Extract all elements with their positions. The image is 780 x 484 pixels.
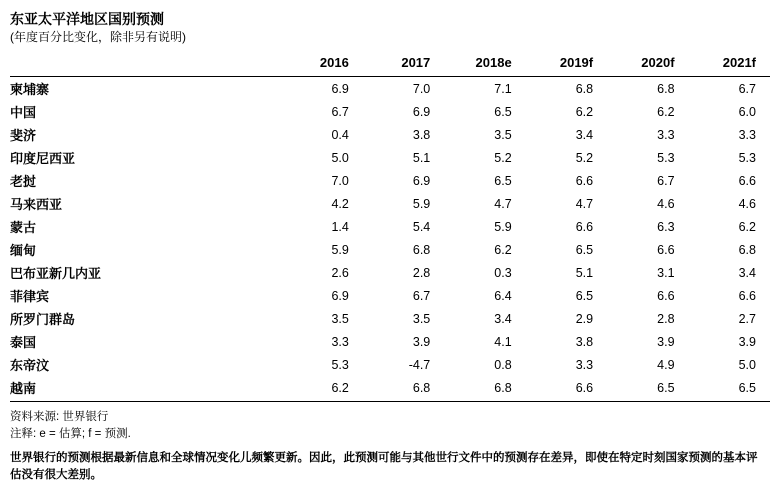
cell-2018e: 4.7 bbox=[494, 196, 512, 211]
cell-2019f: 6.5 bbox=[575, 288, 594, 303]
cell-2019f: 6.8 bbox=[575, 81, 594, 96]
cell-2018e: 6.5 bbox=[494, 173, 512, 188]
cell-2020f: 4.6 bbox=[657, 196, 675, 211]
cell-2021f: 6.5 bbox=[689, 376, 770, 402]
cell-2019f: 6.6 bbox=[575, 173, 594, 188]
cell-2018e: 6.5 bbox=[494, 104, 512, 119]
cell-2020f: 6.7 bbox=[657, 173, 675, 188]
table-row bbox=[10, 192, 770, 215]
cell-2017: 5.9 bbox=[412, 196, 431, 211]
cell-2016: 5.9 bbox=[331, 242, 349, 257]
cell-2019f: 5.1 bbox=[575, 265, 594, 280]
cell-2017: -4.7 bbox=[408, 357, 431, 372]
cell-2016: 6.9 bbox=[331, 81, 349, 96]
row-label: 蒙古 bbox=[10, 220, 37, 235]
table-row bbox=[10, 330, 770, 353]
cell-2018e: 6.2 bbox=[494, 242, 512, 257]
row-label: 缅甸 bbox=[10, 243, 37, 258]
cell-2017: 5.4 bbox=[412, 219, 431, 234]
cell-2019f: 6.2 bbox=[575, 104, 594, 119]
cell-2020f: 5.3 bbox=[657, 150, 675, 165]
row-label: 印度尼西亚 bbox=[10, 151, 76, 166]
cell-2016: 0.4 bbox=[331, 127, 349, 142]
cell-2020f: 6.8 bbox=[657, 81, 675, 96]
cell-2020f: 6.6 bbox=[657, 242, 675, 257]
cell-2021f: 6.7 bbox=[738, 81, 756, 96]
cell-2016: 6.7 bbox=[331, 104, 349, 119]
page-title: 东亚太平洋地区国别预测 bbox=[10, 11, 164, 27]
cell-2016: 6.9 bbox=[331, 288, 349, 303]
forecast-disclaimer: 世界银行的预测根据最新信息和全球情况变化儿频繁更新。因此，此预测可能与其他世行文件中的预测存在差异，即使在特定时刻国家预测的基本评估没有很大差别。 bbox=[10, 452, 758, 481]
cell-2018e: 3.5 bbox=[494, 127, 512, 142]
row-label: 柬埔寨 bbox=[10, 82, 50, 97]
row-label: 老挝 bbox=[10, 174, 37, 189]
table-header bbox=[10, 51, 770, 77]
cell-2019f: 6.6 bbox=[526, 376, 607, 402]
cell-2016: 3.5 bbox=[331, 311, 349, 326]
cell-2017: 6.8 bbox=[363, 376, 444, 402]
cell-2018e: 4.1 bbox=[494, 334, 512, 349]
cell-2016: 2.6 bbox=[331, 265, 349, 280]
table-row bbox=[10, 215, 770, 238]
definition-note: 注释: e = 估算; f = 预测. bbox=[10, 428, 131, 440]
cell-2017: 2.8 bbox=[412, 265, 431, 280]
cell-2016: 7.0 bbox=[331, 173, 349, 188]
cell-2020f: 3.1 bbox=[657, 265, 675, 280]
row-label: 斐济 bbox=[10, 128, 37, 143]
cell-2021f: 5.3 bbox=[738, 150, 756, 165]
cell-2021f: 3.3 bbox=[738, 127, 756, 142]
cell-2018e: 5.2 bbox=[494, 150, 512, 165]
column-header-2021f: 2021f bbox=[689, 51, 770, 77]
table-row bbox=[10, 77, 770, 101]
table-row bbox=[10, 146, 770, 169]
cell-2020f: 4.9 bbox=[657, 357, 675, 372]
cell-2016: 3.3 bbox=[331, 334, 349, 349]
cell-2017: 6.8 bbox=[412, 242, 431, 257]
row-label: 中国 bbox=[10, 105, 37, 120]
table-body bbox=[10, 77, 770, 402]
column-header-2019f: 2019f bbox=[526, 51, 607, 77]
column-header-2020f: 2020f bbox=[607, 51, 688, 77]
row-label: 东帝汶 bbox=[10, 358, 50, 373]
column-header-2017: 2017 bbox=[363, 51, 444, 77]
cell-2017: 6.9 bbox=[412, 104, 431, 119]
cell-2017: 6.9 bbox=[412, 173, 431, 188]
cell-2019f: 3.3 bbox=[575, 357, 594, 372]
cell-2021f: 3.9 bbox=[738, 334, 756, 349]
row-label: 所罗门群岛 bbox=[10, 312, 76, 327]
table-row bbox=[10, 123, 770, 146]
page-subtitle: (年度百分比变化，除非另有说明) bbox=[10, 30, 186, 44]
cell-2020f: 2.8 bbox=[657, 311, 675, 326]
row-label: 马来西亚 bbox=[10, 197, 63, 212]
cell-2019f: 6.5 bbox=[575, 242, 594, 257]
cell-2020f: 3.3 bbox=[657, 127, 675, 142]
cell-2019f: 3.8 bbox=[575, 334, 594, 349]
cell-2020f: 6.3 bbox=[657, 219, 675, 234]
table-header-row bbox=[10, 51, 770, 77]
table-row bbox=[10, 307, 770, 330]
cell-2018e: 3.4 bbox=[494, 311, 512, 326]
cell-2020f: 6.6 bbox=[657, 288, 675, 303]
table-row bbox=[10, 169, 770, 192]
column-header-blank bbox=[10, 51, 281, 77]
table-row bbox=[10, 238, 770, 261]
cell-2016: 4.2 bbox=[331, 196, 349, 211]
cell-2020f: 3.9 bbox=[657, 334, 675, 349]
cell-2017: 3.8 bbox=[412, 127, 431, 142]
cell-2018e: 7.1 bbox=[494, 81, 512, 96]
column-header-2018e: 2018e bbox=[444, 51, 525, 77]
forecast-table bbox=[10, 51, 770, 402]
row-label: 菲律宾 bbox=[10, 289, 50, 304]
cell-2018e: 6.4 bbox=[494, 288, 512, 303]
cell-2021f: 2.7 bbox=[738, 311, 756, 326]
cell-2019f: 2.9 bbox=[575, 311, 594, 326]
cell-2021f: 6.6 bbox=[738, 173, 756, 188]
table-row bbox=[10, 284, 770, 307]
cell-2016: 5.3 bbox=[331, 357, 349, 372]
cell-2021f: 4.6 bbox=[738, 196, 756, 211]
table-notes bbox=[10, 409, 770, 442]
cell-2017: 3.5 bbox=[412, 311, 431, 326]
table-row bbox=[10, 261, 770, 284]
row-label: 泰国 bbox=[10, 335, 37, 350]
cell-2021f: 6.8 bbox=[738, 242, 756, 257]
cell-2017: 7.0 bbox=[412, 81, 431, 96]
cell-2018e: 0.8 bbox=[494, 357, 512, 372]
cell-2021f: 6.6 bbox=[738, 288, 756, 303]
cell-2019f: 4.7 bbox=[575, 196, 594, 211]
cell-2018e: 5.9 bbox=[494, 219, 512, 234]
table-row bbox=[10, 100, 770, 123]
source-note: 资料来源: 世界银行 bbox=[10, 411, 109, 423]
cell-2021f: 5.0 bbox=[738, 357, 756, 372]
cell-2016: 5.0 bbox=[331, 150, 349, 165]
cell-2019f: 6.6 bbox=[575, 219, 594, 234]
cell-2021f: 3.4 bbox=[738, 265, 756, 280]
table-row bbox=[10, 353, 770, 376]
cell-2020f: 6.2 bbox=[657, 104, 675, 119]
cell-2019f: 3.4 bbox=[575, 127, 594, 142]
cell-2021f: 6.2 bbox=[738, 219, 756, 234]
table-row bbox=[10, 376, 770, 402]
cell-2021f: 6.0 bbox=[738, 104, 756, 119]
cell-2018e: 6.8 bbox=[444, 376, 525, 402]
cell-2017: 6.7 bbox=[412, 288, 431, 303]
row-label: 越南 bbox=[10, 376, 281, 402]
cell-2017: 5.1 bbox=[412, 150, 431, 165]
cell-2019f: 5.2 bbox=[575, 150, 594, 165]
cell-2017: 3.9 bbox=[412, 334, 431, 349]
column-header-2016: 2016 bbox=[281, 51, 362, 77]
cell-2020f: 6.5 bbox=[607, 376, 688, 402]
row-label: 巴布亚新几内亚 bbox=[10, 266, 102, 281]
cell-2016: 6.2 bbox=[281, 376, 362, 402]
cell-2018e: 0.3 bbox=[494, 265, 512, 280]
cell-2016: 1.4 bbox=[331, 219, 349, 234]
